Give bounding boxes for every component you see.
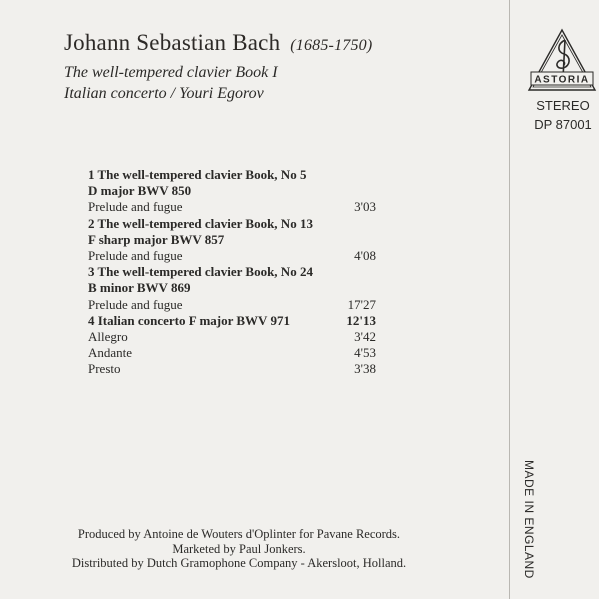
stereo-label: STEREO <box>536 98 590 113</box>
track-row <box>88 313 376 329</box>
work-title <box>64 62 278 104</box>
track-text: D major BWV 850 <box>88 183 192 199</box>
made-in-label: MADE IN ENGLAND <box>522 460 536 579</box>
track-row <box>88 232 376 248</box>
composer-name: Johann Sebastian Bach <box>64 30 281 55</box>
credits-line-1: Produced by Antoine de Wouters d'Oplinter for Pavane Records. <box>77 527 401 541</box>
track-row <box>88 280 376 296</box>
track-text: 3 The well-tempered clavier Book, No 24 <box>88 264 313 280</box>
track-duration: 3'38 <box>354 361 376 377</box>
track-row <box>88 183 376 199</box>
credits-line-3: Distributed by Dutch Gramophone Company - Akersloot, Holland. <box>71 556 407 570</box>
track-text: 1 The well-tempered clavier Book, No 5 <box>88 167 307 182</box>
track-text: Prelude and fugue <box>88 199 183 215</box>
track-row <box>88 329 376 345</box>
track-row <box>88 216 376 232</box>
track-row <box>88 167 376 183</box>
track-row <box>88 361 376 377</box>
track-duration: 12'13 <box>346 312 376 328</box>
catalog-number: DP 87001 <box>534 117 592 132</box>
logo-text: ASTORIA <box>534 74 590 86</box>
track-duration: 3'03 <box>354 199 376 215</box>
track-row <box>88 264 376 280</box>
credits-line-2: Marketed by Paul Jonkers. <box>172 541 306 556</box>
track-row <box>88 199 376 215</box>
track-text: F sharp major BWV 857 <box>88 231 225 247</box>
track-duration: 4'53 <box>354 345 376 361</box>
track-duration: 3'42 <box>354 328 376 344</box>
track-text: Andante <box>88 345 133 361</box>
work-line-1: The well-tempered clavier Book I <box>64 64 278 81</box>
track-list <box>88 167 376 377</box>
track-row <box>88 297 376 313</box>
track-row <box>88 345 376 361</box>
work-line-2: Italian concerto / Youri Egorov <box>64 85 264 102</box>
track-text: Prelude and fugue <box>88 296 183 312</box>
composer-title <box>64 30 372 56</box>
track-text: 4 Italian concerto F major BWV 971 <box>88 312 290 328</box>
track-text: Presto <box>88 361 121 377</box>
track-text: Allegro <box>88 328 128 344</box>
track-text: B minor BWV 869 <box>88 280 191 296</box>
astoria-logo-icon <box>527 28 597 92</box>
credits <box>64 527 414 571</box>
track-duration: 17'27 <box>347 296 376 312</box>
composer-dates: (1685-1750) <box>290 37 373 54</box>
track-row <box>88 248 376 264</box>
track-text: Prelude and fugue <box>88 247 183 263</box>
track-duration: 4'08 <box>354 247 376 263</box>
astoria-logo <box>527 28 597 92</box>
track-text: 2 The well-tempered clavier Book, No 13 <box>88 215 313 231</box>
